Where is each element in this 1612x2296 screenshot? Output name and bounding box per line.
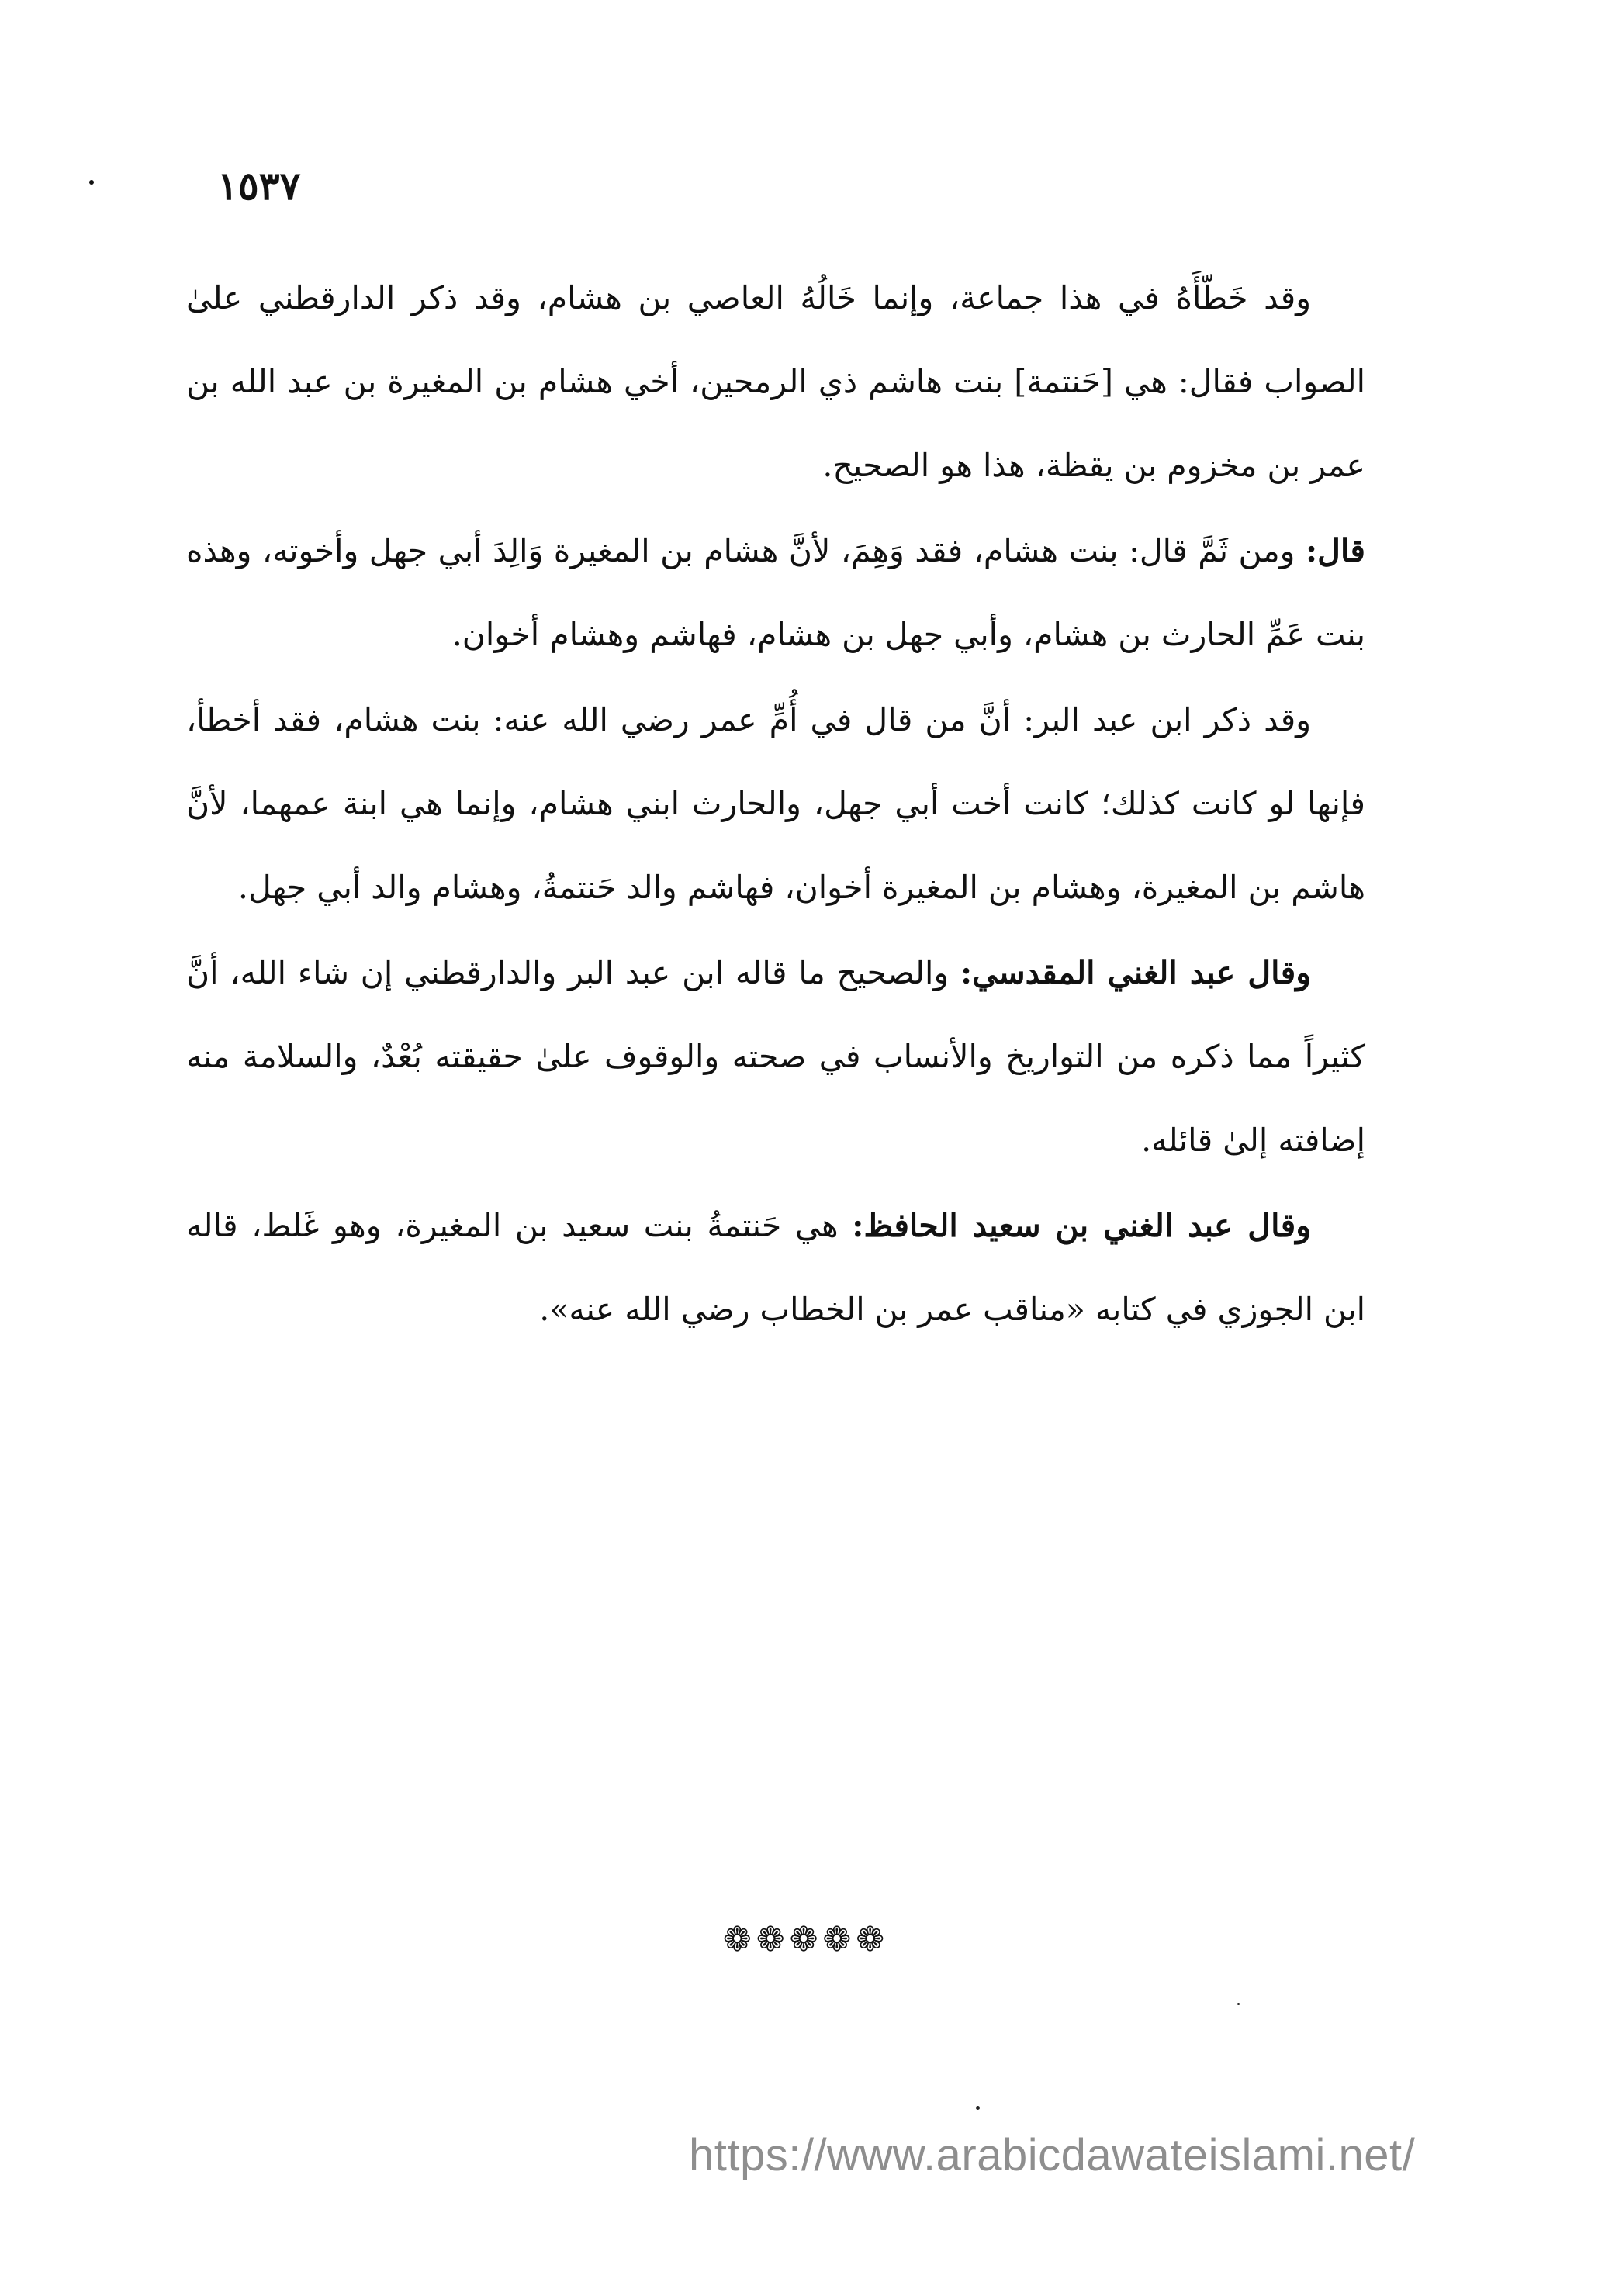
paragraph-5-lead: وقال عبد الغني بن سعيد الحافظ:	[852, 1207, 1311, 1244]
paragraph-1	[186, 256, 1365, 507]
paragraph-3	[186, 678, 1365, 929]
paragraph-4-text: والصحيح ما قاله ابن عبد البر والدارقطني إن شاء الله، أنَّ كثيراً مما ذكره من التواريخ والأنساب في صحته والوقوف علىٰ حقيقته بُعْدٌ، والسلامة منه إضافته إلىٰ قائله.	[186, 954, 1365, 1159]
page-body	[186, 256, 1365, 1351]
scan-speck	[976, 2106, 980, 2110]
paragraph-2	[186, 509, 1365, 676]
margin-dot	[89, 180, 94, 185]
paragraph-4-lead: وقال عبد الغني المقدسي:	[960, 954, 1311, 991]
paragraph-5-text: هي حَنتمةُ بنت سعيد بن المغيرة، وهو غَلط، قاله ابن الجوزي في كتابه «مناقب عمر بن الخطاب رضي الله عنه».	[186, 1207, 1365, 1328]
section-end-ornament: ❁❁❁❁❁	[722, 1920, 890, 1959]
source-url-watermark: https://www.arabicdawateislami.net/	[689, 2130, 1416, 2180]
paragraph-4	[186, 931, 1365, 1182]
paragraph-2-text: ومن ثَمَّ قال: بنت هشام، فقد وَهِمَ، لأنَّ هشام بن المغيرة وَالِدَ أبي جهل وأخوته، وهذه بنت عَمِّ الحارث بن هشام، وأبي جهل بن هشام، فهاشم وهشام أخوان.	[186, 532, 1365, 653]
page-number: ١٥٣٧	[217, 163, 301, 209]
paragraph-1-text: وقد خَطّأَهُ في هذا جماعة، وإنما خَالُهُ العاصي بن هشام، وقد ذكر الدارقطني علىٰ الصواب فقال: هي [حَنتمة] بنت هاشم ذي الرمحين، أخي هشام بن المغيرة بن عبد الله بن عمر بن مخزوم بن يقظة، هذا هو الصحيح.	[186, 279, 1365, 484]
paragraph-2-lead: قال:	[1305, 532, 1365, 569]
scan-speck	[1237, 2003, 1240, 2005]
paragraph-5	[186, 1184, 1365, 1351]
paragraph-3-text: وقد ذكر ابن عبد البر: أنَّ من قال في أُمِّ عمر رضي الله عنه: بنت هشام، فقد أخطأ، فإنها لو كانت كذلك؛ كانت أخت أبي جهل، والحارث ابني هشام، وإنما هي ابنة عمهما، لأنَّ هاشم بن المغيرة، وهشام بن المغيرة أخوان، فهاشم والد حَنتمةُ، وهشام والد أبي جهل.	[186, 701, 1365, 906]
